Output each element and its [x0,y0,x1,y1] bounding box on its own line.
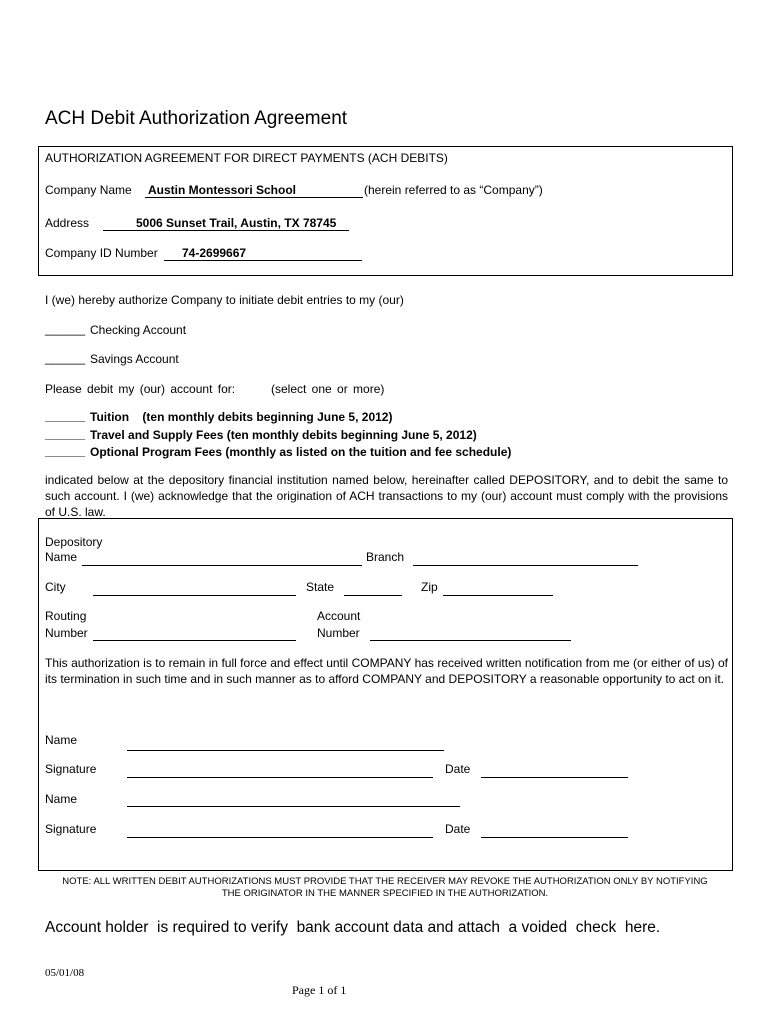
tuition-blank[interactable]: ______ [45,409,86,423]
authorization-intro: I (we) hereby authorize Company to initiate debit entries to my (our) [45,293,404,307]
fee-option-travel: Travel and Supply Fees (ten monthly debits beginning June 5, 2012) [90,428,477,442]
checking-blank[interactable]: ______ [45,322,86,336]
depository-box [38,518,733,871]
signature1-field[interactable] [127,777,433,778]
page-title: ACH Debit Authorization Agreement [45,108,348,129]
revocation-note: NOTE: ALL WRITTEN DEBIT AUTHORIZATIONS MUST PROVIDE THAT THE RECEIVER MAY REVOKE THE AUTHORIZATION ONLY BY NOTIFYING THE ORIGINATOR IN THE MANNER SPECIFIED IN THE AUTHORIZATION. [62,876,708,899]
company-name-value[interactable]: Austin Montessori School [148,183,297,197]
routing-number-label: Number [45,626,88,640]
name1-label: Name [45,733,78,747]
optional-blank[interactable]: ______ [45,444,86,458]
account-label: Account [317,609,361,623]
depository-label: Depository [45,535,103,549]
company-name-suffix: (herein referred to as “Company”) [364,183,543,197]
zip-field[interactable] [443,595,553,596]
force-effect-text: This authorization is to remain in full force and effect until COMPANY has received written notification from me (or either of us) of its termination in such time and in such manner as to afford COMPANY and DEPOSITORY a reasonable opportunity to act on it. [45,656,728,686]
address-underline [103,230,349,231]
zip-label: Zip [421,580,438,594]
signature2-label: Signature [45,822,97,836]
address-label: Address [45,216,90,230]
checking-account-label: Checking Account [90,323,187,337]
company-section-header: AUTHORIZATION AGREEMENT FOR DIRECT PAYMENTS (ACH DEBITS) [45,151,448,165]
date1-field[interactable] [481,777,628,778]
company-id-underline [164,260,362,261]
debit-for-label: Please debit my (our) account for: [45,382,236,396]
company-id-label: Company ID Number [45,246,158,260]
savings-account-label: Savings Account [90,352,179,366]
company-id-value[interactable]: 74-2699667 [182,246,247,260]
depository-name-label: Name [45,550,78,564]
signature1-label: Signature [45,762,97,776]
fee-option-optional: Optional Program Fees (monthly as listed on the tuition and fee schedule) [90,445,512,459]
date2-label: Date [445,822,471,836]
page-number: Page 1 of 1 [292,983,347,997]
routing-number-field[interactable] [93,640,296,641]
verify-instruction: Account holder is required to verify bank account data and attach a voided check here. [45,919,661,936]
name1-field[interactable] [127,750,444,751]
name2-label: Name [45,792,78,806]
state-label: State [306,580,335,594]
branch-label: Branch [366,550,405,564]
savings-blank[interactable]: ______ [45,351,86,365]
account-number-field[interactable] [370,640,571,641]
city-field[interactable] [93,595,296,596]
name2-field[interactable] [127,806,460,807]
account-number-label: Number [317,626,360,640]
branch-field[interactable] [413,565,638,566]
travel-blank[interactable]: ______ [45,427,86,441]
select-hint: (select one or more) [271,382,385,396]
fee-option-tuition: Tuition (ten monthly debits beginning June 5, 2012) [90,410,393,424]
signature2-field[interactable] [127,837,433,838]
depository-name-field[interactable] [82,565,362,566]
company-name-underline [145,197,363,198]
date1-label: Date [445,762,471,776]
indicated-text: indicated below at the depository financial institution named below, hereinafter called DEPOSITORY, and to debit the same to such account. I (we) acknowledge that the origination of ACH transactions to my (our) account must comply with the provisions of U.S. law. [45,473,728,519]
footer-date: 05/01/08 [45,967,85,979]
city-label: City [45,580,66,594]
address-value[interactable]: 5006 Sunset Trail, Austin, TX 78745 [136,216,337,230]
company-name-label: Company Name [45,183,132,197]
state-field[interactable] [344,595,402,596]
routing-label: Routing [45,609,87,623]
date2-field[interactable] [481,837,628,838]
